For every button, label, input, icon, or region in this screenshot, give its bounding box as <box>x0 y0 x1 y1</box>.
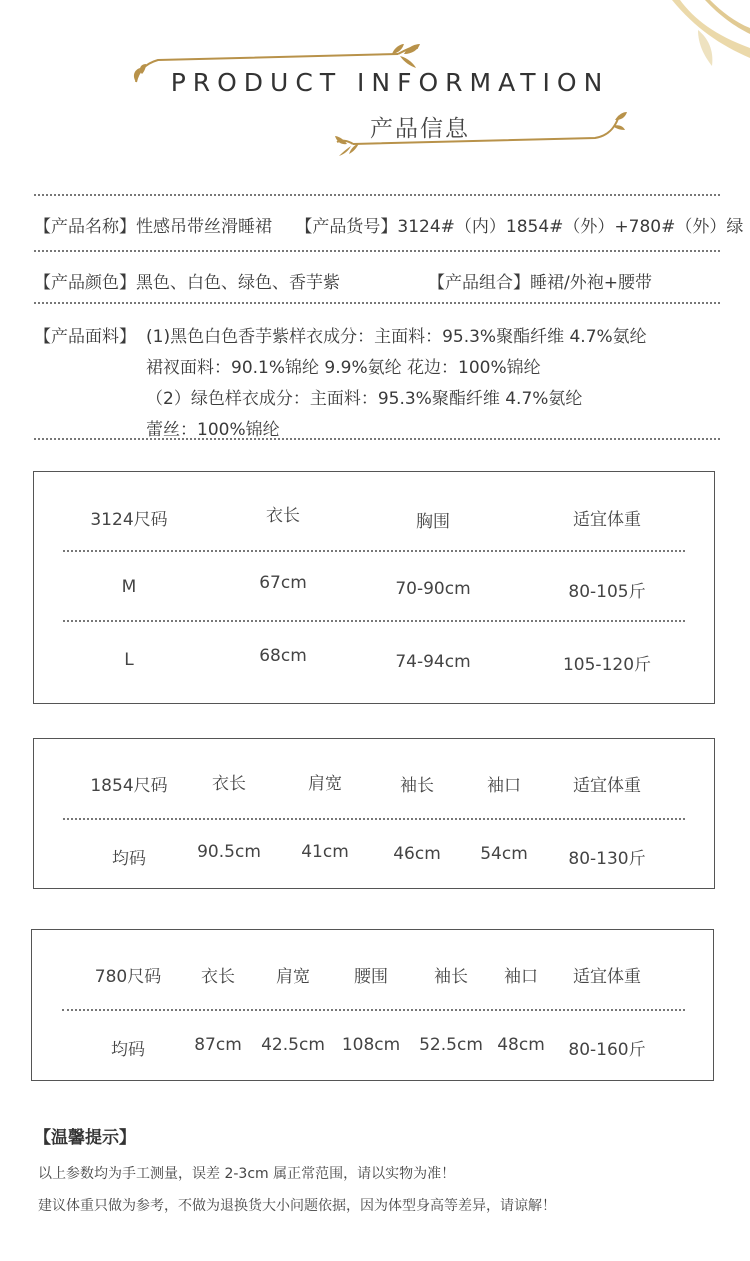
table-header-cell: 衣长 <box>201 967 235 987</box>
fabric-line: (1)黑色白色香芋紫样衣成分：主面料：95.3%聚酯纤维 4.7%氨纶 <box>146 327 647 347</box>
table-cell: 41cm <box>301 842 349 862</box>
product-combo-value: 睡裙/外袍+腰带 <box>530 273 652 293</box>
table-header-cell: 胸围 <box>416 512 450 532</box>
table-header-cell: 肩宽 <box>308 774 342 794</box>
fabric-line: 蕾丝：100%锦纶 <box>146 420 280 440</box>
product-color-row <box>34 268 340 293</box>
fabric-line: （2）绿色样衣成分：主面料：95.3%聚酯纤维 4.7%氨纶 <box>146 389 583 409</box>
product-name-value: 性感吊带丝滑睡裙 <box>136 217 272 237</box>
table-cell: 90.5cm <box>197 842 261 862</box>
table-cell: 108cm <box>341 1035 401 1055</box>
tips-line: 建议体重只做为参考，不做为退换货大小问题依据，因为体型身高等差异，请谅解！ <box>38 1198 556 1214</box>
size-table-1854 <box>33 738 715 889</box>
table-cell: 67cm <box>259 573 307 593</box>
table-header-cell: 1854尺码 <box>90 776 168 796</box>
table-header-cell: 3124尺码 <box>90 510 168 530</box>
table-header-cell: 衣长 <box>212 774 246 794</box>
size-table-780 <box>31 929 714 1081</box>
table-cell: 54cm <box>480 844 528 864</box>
table-cell: 均码 <box>111 1040 145 1060</box>
table-divider <box>63 550 685 552</box>
product-code-value: 3124#（内）1854#（外）+780#（外）绿 <box>397 217 744 237</box>
table-cell: 42.5cm <box>261 1035 325 1055</box>
table-cell: 105-120斤 <box>562 655 652 675</box>
table-header-cell: 袖长 <box>434 967 468 987</box>
product-name-row <box>34 212 743 237</box>
table-header-cell: 袖长 <box>400 776 434 796</box>
product-name-label: 【产品名称】 <box>34 217 136 237</box>
table-header-cell: 780尺码 <box>94 967 162 987</box>
table-cell: 80-105斤 <box>568 582 646 602</box>
table-header-cell: 适宜体重 <box>573 967 641 987</box>
size-table-3124 <box>33 471 715 704</box>
ornament-bottom-icon <box>333 110 628 158</box>
table-divider <box>62 1009 685 1011</box>
table-cell: 87cm <box>194 1035 242 1055</box>
divider <box>34 250 720 252</box>
product-color-label: 【产品颜色】 <box>34 273 136 293</box>
product-combo-row <box>428 268 652 293</box>
table-cell: 48cm <box>497 1035 545 1055</box>
divider <box>34 194 720 196</box>
product-fabric-label: 【产品面料】 <box>34 327 136 347</box>
table-divider <box>63 818 685 820</box>
table-header-cell: 肩宽 <box>276 967 310 987</box>
table-cell: 68cm <box>259 646 307 666</box>
fabric-line: 裙衩面料：90.1%锦纶 9.9%氨纶 花边：100%锦纶 <box>146 358 541 378</box>
table-cell: 46cm <box>393 844 441 864</box>
tips-line: 以上参数均为手工测量，误差 2-3cm 属正常范围，请以实物为准！ <box>38 1166 456 1182</box>
tips-title: 【温馨提示】 <box>34 1128 136 1148</box>
table-header-cell: 衣长 <box>266 506 300 526</box>
table-cell: M <box>121 577 137 597</box>
table-header-cell: 适宜体重 <box>573 510 641 530</box>
table-divider <box>63 620 685 622</box>
table-cell: 52.5cm <box>419 1035 483 1055</box>
table-cell: L <box>124 650 134 670</box>
table-header-cell: 腰围 <box>354 967 388 987</box>
table-header-cell: 适宜体重 <box>573 776 641 796</box>
divider <box>34 302 720 304</box>
table-header-cell: 袖口 <box>487 776 521 796</box>
title-english: PRODUCT INFORMATION <box>170 68 610 97</box>
title-chinese: 产品信息 <box>370 116 470 142</box>
divider <box>34 438 720 440</box>
table-cell: 80-130斤 <box>568 849 646 869</box>
table-cell: 70-90cm <box>395 579 471 599</box>
table-header-cell: 袖口 <box>504 967 538 987</box>
product-code-label: 【产品货号】 <box>295 217 398 237</box>
table-cell: 74-94cm <box>395 652 471 672</box>
product-color-value: 黑色、白色、绿色、香芋紫 <box>136 273 340 293</box>
table-cell: 80-160斤 <box>568 1040 646 1060</box>
table-cell: 均码 <box>112 849 146 869</box>
product-combo-label: 【产品组合】 <box>428 273 530 293</box>
